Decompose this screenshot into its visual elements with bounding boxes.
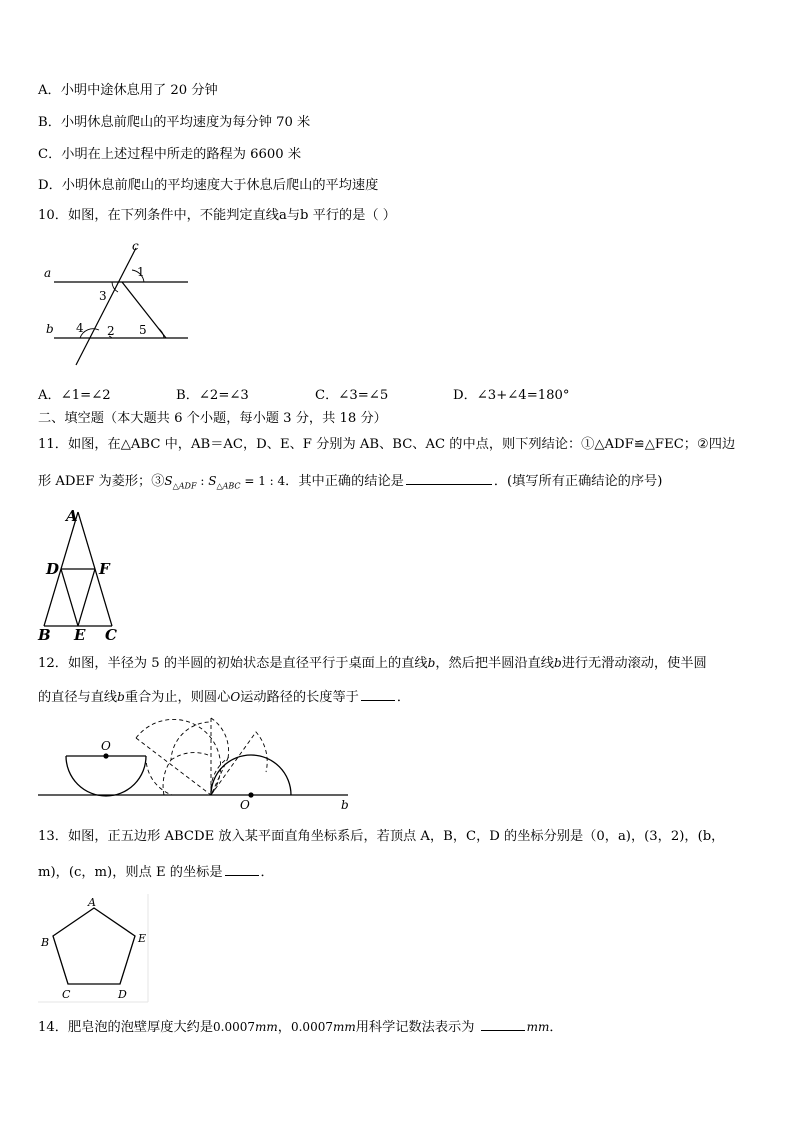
q13-answer-blank [225,875,259,876]
q10-option-b: B．∠2=∠3 [176,388,249,403]
q13-figure [38,894,150,1004]
q11-answer-blank [406,484,492,485]
section-fill-in-header: 二、填空题（本大题共 6 个小题，每小题 3 分，共 18 分） [38,411,387,426]
label-C: C [62,988,71,1001]
line-c [76,248,136,365]
q13-line1: 13．如图，正五边形 ABCDE 放入某平面直角坐标系后，若顶点 A，B，C，D 的坐标分别是（0，a)，(3，2)，(b， [38,829,725,844]
q12-answer-blank [361,700,395,701]
label-O-start: O [101,739,111,753]
label-a: a [44,266,52,280]
q12-figure [36,712,356,814]
label-4: 4 [76,321,84,335]
label-c: c [132,239,139,253]
q11-line1: 11．如图，在△ABC 中，AB＝AC，D、E、F 分别为 AB、BC、AC 的中点，则下列结论：①△ADF≌△FEC；②四边 [38,437,736,452]
q14-answer-blank [481,1030,525,1031]
label-2: 2 [107,324,115,338]
q9-option-b: B．小明休息前爬山的平均速度为每分钟 70 米 [38,115,311,130]
q11-line2: 形 ADEF 为菱形；$③S_{\triangle ADF}$ : $S_{\triangle ABC} = 1$ : 4．其中正确的结论是 ．(填写所有正确结论的序号) [38,474,663,491]
q9-option-a: A．小明中途休息用了 20 分钟 [38,83,218,98]
label-B: B [41,936,50,949]
pentagon-shape [53,908,135,984]
label-1: 1 [137,265,145,279]
label-b: b [341,798,349,812]
q9-option-d: D．小明休息前爬山的平均速度大于休息后爬山的平均速度 [38,178,379,193]
q12-line2: 的直径与直线b重合为止，则圆心O运动路径的长度等于 ． [38,690,411,705]
q10-option-d: D．∠3+∠4=180° [453,388,570,403]
label-O-end: O [240,798,250,812]
label-F: F [99,560,110,578]
q12-line1: 12．如图，半径为 5 的半圆的初始状态是直径平行于桌面上的直线b，然后把半圆沿直线b进行无滑动滚动，使半圆 [38,656,707,671]
label-A: A [66,507,78,525]
label-b: b [46,322,54,336]
q10-option-c: C．∠3=∠5 [315,388,389,403]
q11-figure [36,508,126,642]
q14-line: 14．肥皂泡的泡壁厚度大约是0.0007mm，0.0007mm用科学记数法表示为 mm． [38,1020,563,1035]
label-E: E [74,626,86,644]
label-D: D [118,988,127,1001]
q10-figure [40,240,200,370]
q13-line2: m)，(c，m)，则点 E 的坐标是 ． [38,865,274,880]
label-E: E [138,932,147,945]
q10-stem: 10．如图，在下列条件中，不能判定直线a与b 平行的是（ ） [38,208,396,223]
label-B: B [38,626,51,644]
q9-option-c: C．小明在上述过程中所走的路程为 6600 米 [38,147,302,162]
label-D: D [46,560,60,578]
q10-option-a: A．∠1=∠2 [38,388,111,403]
label-5: 5 [139,323,147,337]
label-A: A [88,896,96,909]
label-C: C [105,626,117,644]
label-3: 3 [99,289,107,303]
